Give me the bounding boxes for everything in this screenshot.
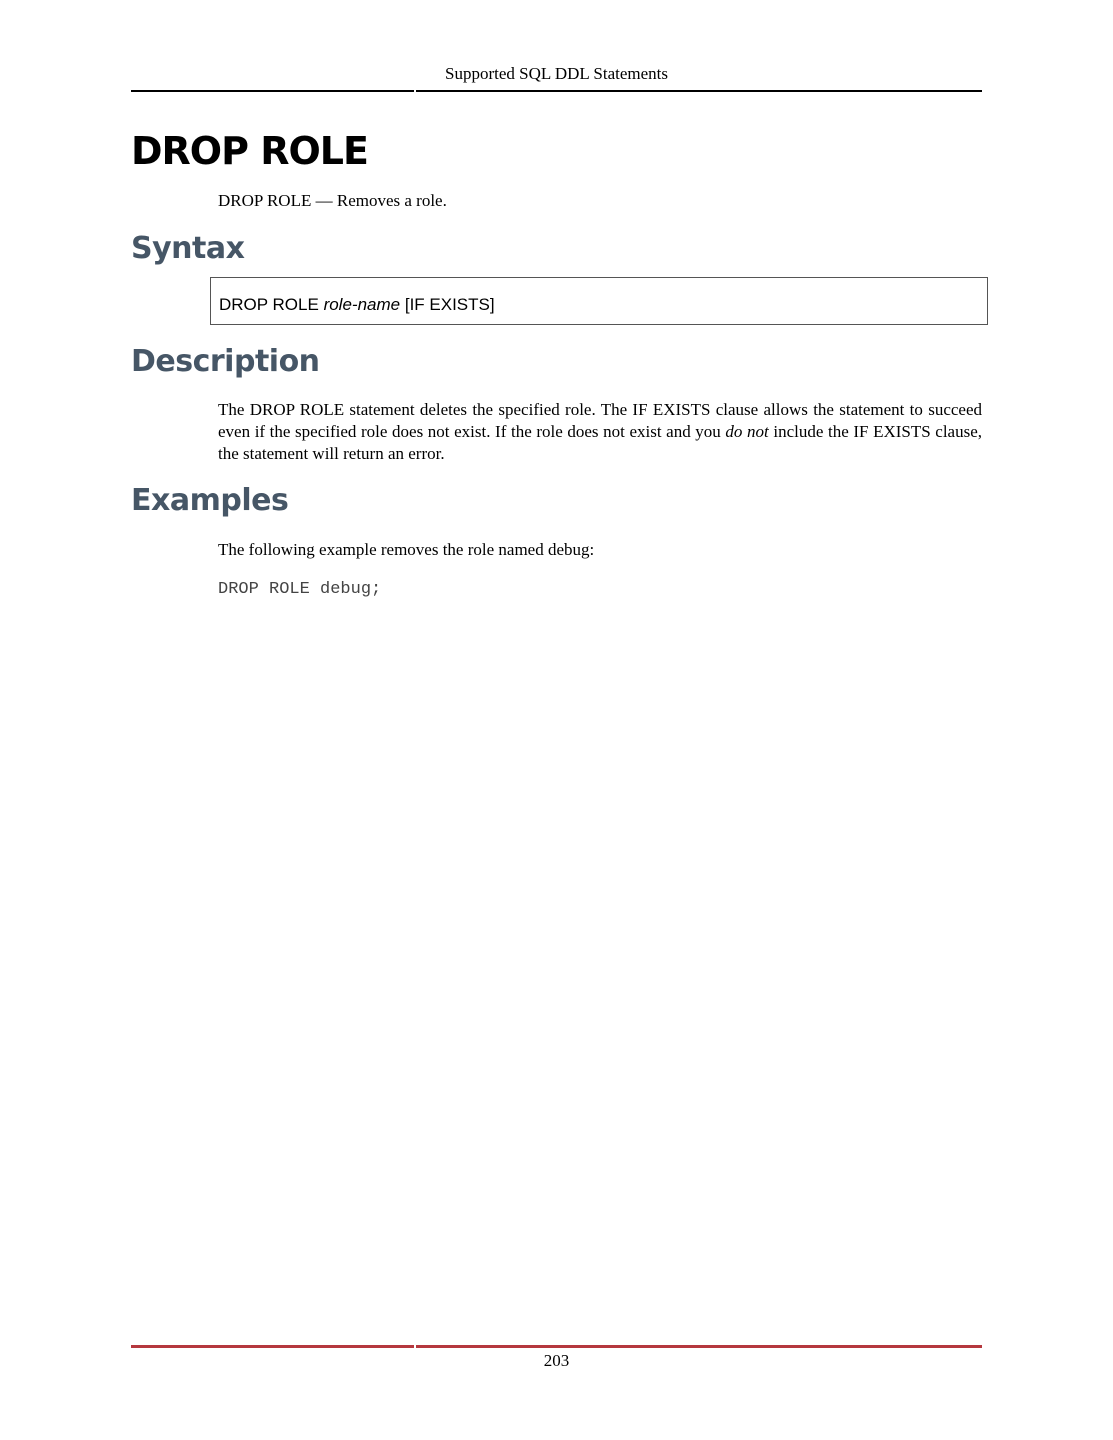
syntax-line [219, 295, 495, 315]
description-text-before: The DROP ROLE statement deletes the specified role. The IF EXISTS clause allows the statement to succeed even if the specified role does not exist. If the role does not exist and you [218, 400, 982, 441]
footer-rule [131, 1345, 982, 1348]
header-rule-notch [414, 90, 416, 92]
example-code: DROP ROLE debug; [218, 580, 382, 599]
description-paragraph [218, 399, 982, 465]
example-intro: The following example removes the role named debug: [218, 540, 595, 559]
description-text-after: include the IF EXISTS clause, the statement will return an error. [218, 422, 983, 463]
syntax-box [210, 277, 988, 325]
description-heading: Description [131, 344, 320, 379]
syntax-parameter: role-name [323, 295, 401, 314]
refpurpose: DROP ROLE — Removes a role. [218, 191, 447, 210]
examples-heading: Examples [131, 483, 289, 518]
footer-rule-notch [414, 1345, 416, 1348]
syntax-keyword: DROP ROLE [219, 295, 319, 314]
running-header: Supported SQL DDL Statements [444, 64, 669, 83]
page-title: DROP ROLE [131, 129, 368, 173]
header-rule [131, 90, 982, 92]
description-emphasis: do not [725, 422, 769, 441]
syntax-heading: Syntax [131, 231, 245, 266]
syntax-clause: [IF EXISTS] [404, 295, 495, 314]
page-number: 203 [543, 1351, 570, 1370]
